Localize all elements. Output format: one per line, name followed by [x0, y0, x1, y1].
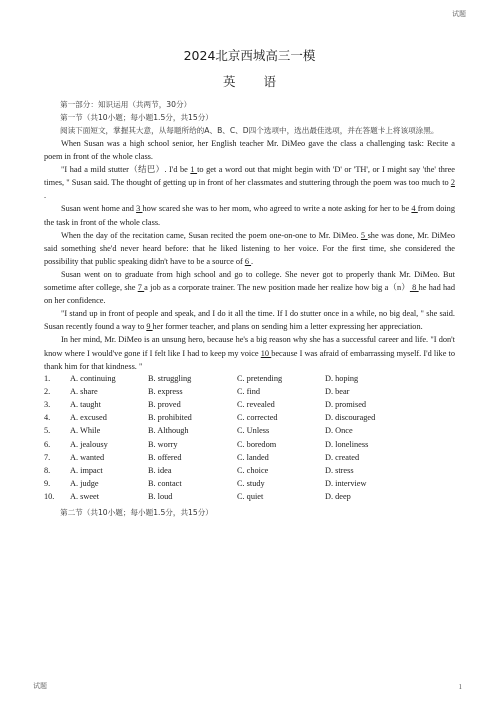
passage-text: When the day of the recitation came, Susan recited the poem one-on-one to Mr. DiMeo. — [61, 230, 361, 240]
passage-text: her former teacher, and plans on sending him a letter expressing her appreciation. — [152, 322, 423, 332]
footer-tag: 试题 — [33, 682, 47, 690]
exam-title: 2024北京西城高三一模 — [183, 48, 316, 63]
passage-text: Susan went on to graduate from high school and go to college. She never got to properly thank Mr. DiMeo. But sometime after college, she — [44, 269, 455, 293]
instructions: 阅读下面短文，掌握其大意，从每题所给的A、B、C、D四个选项中，选出最佳选项，并在答题卡上将该项涂黑。 — [60, 126, 439, 135]
option-c: C. quiet — [237, 492, 264, 502]
option-d: D. promised — [325, 400, 367, 410]
question-number: 3. — [44, 400, 51, 410]
option-b: B. Although — [148, 426, 189, 436]
passage-paragraph — [44, 333, 455, 372]
question-number: 1. — [44, 373, 51, 383]
passage-text: because I was afraid of embarrassing myself. I'd like to thank him for that kindness. " — [44, 348, 455, 371]
option-row — [44, 400, 375, 413]
blank-number: 6 — [244, 256, 252, 266]
option-b: B. struggling — [148, 373, 192, 383]
option-b: B. worry — [148, 439, 178, 449]
blank-number: 1 — [190, 165, 198, 175]
page-header-tag: 试题 — [452, 10, 466, 18]
question-number: 9. — [44, 479, 51, 489]
option-d: D. interview — [325, 479, 367, 489]
option-b: B. prohibited — [148, 413, 192, 423]
page-number: 1 — [458, 683, 462, 691]
option-row — [44, 492, 375, 505]
option-row — [44, 387, 375, 400]
option-a: A. share — [70, 386, 98, 396]
passage-text: Susan went home and — [61, 204, 137, 214]
blank-number: 8 — [409, 283, 419, 293]
blank-number: 10 — [260, 348, 272, 358]
option-a: A. While — [70, 426, 101, 436]
option-a: A. jealousy — [70, 439, 108, 449]
passage-paragraph — [44, 202, 455, 228]
option-c: C. pretending — [237, 373, 283, 383]
part1-heading: 第一部分：知识运用（共两节，30分） — [60, 100, 192, 109]
option-b: B. offered — [148, 452, 182, 462]
option-b: B. idea — [148, 466, 172, 475]
section2-heading: 第二节（共10小题；每小题1.5分，共15分） — [60, 507, 213, 517]
passage-text: "I had a mild stutter（结巴）. I'd be — [61, 165, 191, 175]
option-d: D. bear — [325, 386, 350, 396]
passage-text: . — [44, 191, 47, 201]
passage-paragraph — [44, 163, 455, 202]
passage-text: When Susan was a high school senior, her English teacher Mr. DiMeo gave the class a challenging task: Recite a poem in front of the whole class. — [44, 139, 455, 162]
option-row — [44, 440, 375, 453]
option-a: A. taught — [70, 400, 101, 410]
option-c: C. Unless — [237, 426, 270, 436]
option-b: B. proved — [148, 400, 181, 410]
question-number: 2. — [44, 386, 51, 396]
section1-heading: 第一节（共10小题；每小题1.5分，共15分） — [60, 113, 213, 122]
passage-text: In her mind, Mr. DiMeo is an unsung hero, because he's a big reason why she has a successful career and life. "I don't know where I would've gone if I felt like I had to keep my voice — [44, 335, 455, 358]
blank-number: 5 — [360, 230, 368, 240]
option-row — [44, 453, 375, 466]
passage-text: how scared she was to her mom, who agreed to write a note asking for her to be — [142, 204, 412, 214]
exam-content — [44, 48, 455, 519]
subject-title: 英语 — [222, 74, 304, 89]
option-c: C. landed — [237, 452, 269, 462]
blank-number: 7 — [137, 283, 145, 293]
passage-paragraph — [44, 307, 455, 333]
passage-paragraph — [44, 229, 455, 268]
question-number: 8. — [44, 466, 51, 475]
option-c: C. corrected — [237, 413, 278, 423]
blank-number: 2 — [450, 178, 455, 188]
option-b: B. contact — [148, 479, 182, 489]
option-d: D. loneliness — [325, 439, 369, 449]
option-c: C. find — [237, 386, 261, 396]
passage-paragraph — [44, 268, 455, 307]
option-row — [44, 374, 375, 387]
question-number: 5. — [44, 426, 51, 436]
option-a: A. excused — [70, 413, 107, 423]
passage-text: "I stand up in front of people and speak, and I do it all the time. If I do stutter once in a while, no big deal, " she said. Susan recently found a way to — [44, 309, 455, 332]
blank-number: 3 — [136, 204, 143, 214]
option-c: C. study — [237, 479, 265, 489]
option-b: B. express — [148, 386, 183, 396]
passage-text: he had had on her confidence. — [44, 283, 455, 306]
option-a: A. wanted — [70, 452, 105, 462]
option-d: D. hoping — [325, 373, 359, 383]
option-a: A. impact — [70, 466, 103, 475]
question-number: 6. — [44, 439, 51, 449]
option-d: D. Once — [325, 426, 353, 436]
question-number: 10. — [44, 492, 55, 502]
passage-paragraph — [44, 137, 455, 163]
option-a: A. continuing — [70, 373, 116, 383]
option-d: D. stress — [325, 466, 354, 475]
passage-text: a job as a corporate trainer. The new position made her realize how big a（n） — [144, 283, 410, 293]
cloze-passage — [44, 137, 455, 373]
option-row — [44, 413, 375, 426]
option-a: A. judge — [70, 479, 99, 489]
option-row — [44, 426, 375, 439]
option-d: D. created — [325, 452, 360, 462]
option-b: B. loud — [148, 492, 173, 502]
question-number: 7. — [44, 452, 51, 462]
passage-text: she was done, Mr. DiMeo said something she'd never heard before: that he liked listening to her voice. For the first time, she considered the possibility that public speaking didn't have to be a source of — [44, 230, 455, 266]
passage-text: . — [251, 256, 254, 266]
blank-number: 9 — [146, 322, 153, 332]
options-table — [44, 374, 375, 506]
passage-text: from doing the task in front of the whole class. — [44, 204, 455, 227]
option-row — [44, 466, 375, 479]
option-a: A. sweet — [70, 492, 100, 502]
option-d: D. deep — [325, 492, 351, 502]
option-c: C. revealed — [237, 400, 275, 410]
option-row — [44, 479, 375, 492]
blank-number: 4 — [411, 204, 418, 214]
option-c: C. boredom — [237, 439, 277, 449]
passage-text: to get a word out that might begin with 'D' or 'TH', or I might say 'the' three times, " Susan said. The thought of getting up in front of her classmates and stuttering through the poem was too much to — [44, 165, 455, 188]
option-c: C. choice — [237, 466, 269, 475]
question-number: 4. — [44, 413, 51, 423]
option-d: D. discouraged — [325, 413, 376, 423]
